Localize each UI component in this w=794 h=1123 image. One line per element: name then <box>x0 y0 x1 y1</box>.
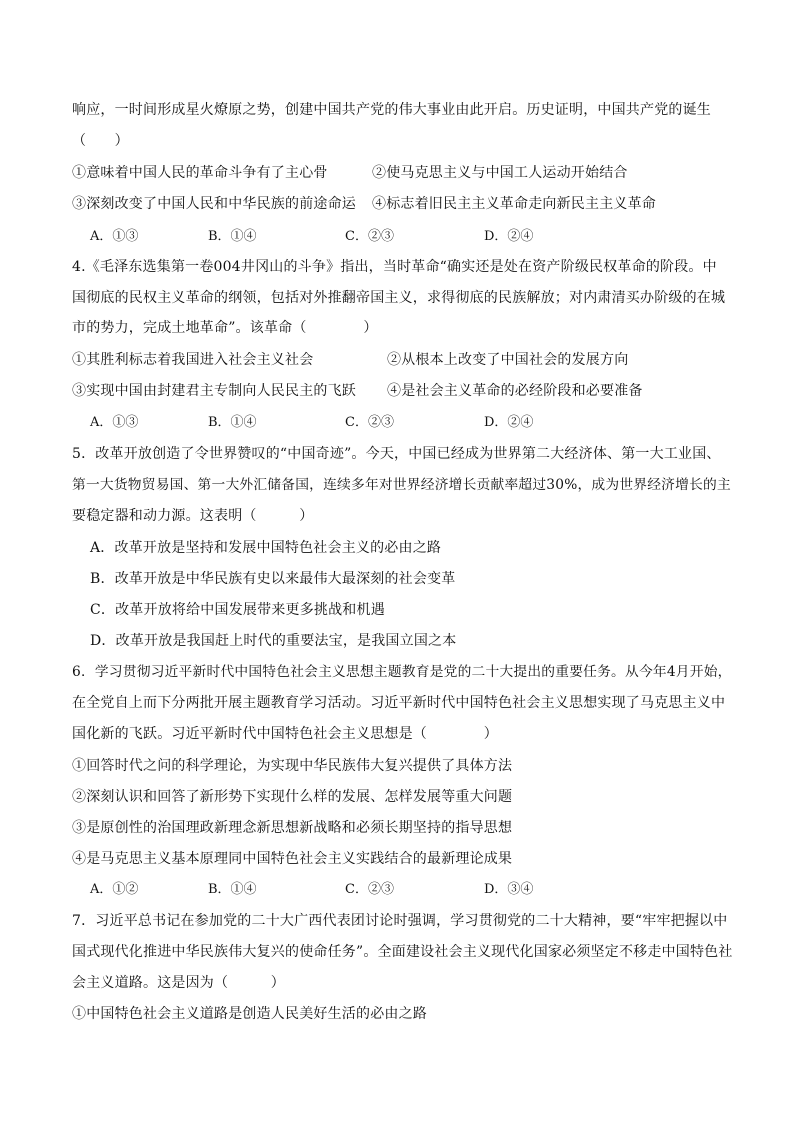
q6-option-c[interactable]: C．②③ <box>345 882 394 897</box>
q5-option-d[interactable]: D．改革开放是我国赶上时代的重要法宝，是我国立国之本 <box>90 633 457 649</box>
q7-item-1: ①中国特色社会主义道路是创造人民美好生活的必由之路 <box>72 1006 427 1022</box>
q3-option-c[interactable]: C．②③ <box>345 229 394 244</box>
q4-option-b[interactable]: B．①④ <box>208 415 257 430</box>
q7-stem-line-1: 7．习近平总书记在参加党的二十大广西代表团讨论时强调，学习贯彻党的二十大精神，要“牢牢把握以中 <box>72 913 728 929</box>
q3-item-3: ③深刻改变了中国人民和中华民族的前途命运 <box>72 196 356 212</box>
q6-stem-line-2: 在全党自上而下分两批开展主题教育学习活动。习近平新时代中国特色社会主义思想实现了马克思主义中 <box>72 695 726 711</box>
q3-item-2: ②使马克思主义与中国工人运动开始结合 <box>372 165 628 181</box>
q5-stem-line-1: 5．改革开放创造了令世界赞叹的“中国奇迹”。今天，中国已经成为世界第二大经济体、第一大工业国、 <box>72 446 721 462</box>
q4-item-3: ③实现中国由封建君主专制向人民民主的飞跃 <box>72 383 356 399</box>
q4-stem-line-1: 4.《毛泽东选集第一卷004井冈山的斗争》指出，当时革命“确实还是处在资产阶级民权革命的阶段。中 <box>72 259 717 275</box>
q4-stem-line-3: 市的势力，完成土地革命”。该革命（ ） <box>72 320 378 336</box>
q6-option-d[interactable]: D．③④ <box>484 882 534 897</box>
q6-option-b[interactable]: B．①④ <box>208 882 257 897</box>
q4-item-2: ②从根本上改变了中国社会的发展方向 <box>387 352 629 368</box>
q3-option-d[interactable]: D．②④ <box>484 229 534 244</box>
q4-option-d[interactable]: D．②④ <box>484 415 534 430</box>
q5-option-b[interactable]: B．改革开放是中华民族有史以来最伟大最深刻的社会变革 <box>90 571 456 587</box>
q3-option-a[interactable]: A．①③ <box>90 229 139 244</box>
q7-stem-line-2: 国式现代化推进中华民族伟大复兴的使命任务”。全面建设社会主义现代化国家必须坚定不移走中国特色社 <box>72 944 733 960</box>
q3-item-1: ①意味着中国人民的革命斗争有了主心骨 <box>72 165 328 181</box>
q3-answer-bracket: （ ） <box>72 133 129 149</box>
q4-option-a[interactable]: A．①③ <box>90 415 139 430</box>
q5-stem-line-2: 第一大货物贸易国、第一大外汇储备国，连续多年对世界经济增长贡献率超过30%，成为世界经济增长的主 <box>72 477 731 493</box>
q6-item-4: ④是马克思主义基本原理同中国特色社会主义实践结合的最新理论成果 <box>72 851 513 867</box>
q5-option-a[interactable]: A．改革开放是坚持和发展中国特色社会主义的必由之路 <box>90 540 442 556</box>
q6-stem-line-1: 6．学习贯彻习近平新时代中国特色社会主义思想主题教育是党的二十大提出的重要任务。从今年4月开始， <box>72 664 732 680</box>
q6-item-1: ①回答时代之问的科学理论，为实现中华民族伟大复兴提供了具体方法 <box>72 758 513 774</box>
q3-item-4: ④标志着旧民主主义革命走向新民主主义革命 <box>372 196 656 212</box>
q4-item-1: ①其胜利标志着我国进入社会主义社会 <box>72 352 314 368</box>
q6-item-3: ③是原创性的治国理政新理念新思想新战略和必须长期坚持的指导思想 <box>72 820 513 836</box>
q4-stem-line-2: 国彻底的民权主义革命的纲领，包括对外推翻帝国主义，求得彻底的民族解放；对内肃清买办阶级的在城 <box>72 290 726 306</box>
q6-option-a[interactable]: A．①② <box>90 882 139 897</box>
q3-stem-line: 响应，一时间形成星火燎原之势，创建中国共产党的伟大事业由此开启。历史证明，中国共产党的诞生 <box>72 102 711 118</box>
q3-option-b[interactable]: B．①④ <box>208 229 257 244</box>
q5-stem-line-3: 要稳定器和动力源。这表明（ ） <box>72 508 314 524</box>
q4-item-4: ④是社会主义革命的必经阶段和必要准备 <box>387 383 643 399</box>
q6-item-2: ②深刻认识和回答了新形势下实现什么样的发展、怎样发展等重大问题 <box>72 789 513 805</box>
q6-stem-line-3: 国化新的飞跃。习近平新时代中国特色社会主义思想是（ ） <box>72 726 498 742</box>
q7-stem-line-3: 会主义道路。这是因为（ ） <box>72 975 285 991</box>
q5-option-c[interactable]: C．改革开放将给中国发展带来更多挑战和机遇 <box>90 602 385 618</box>
q4-option-c[interactable]: C．②③ <box>345 415 394 430</box>
